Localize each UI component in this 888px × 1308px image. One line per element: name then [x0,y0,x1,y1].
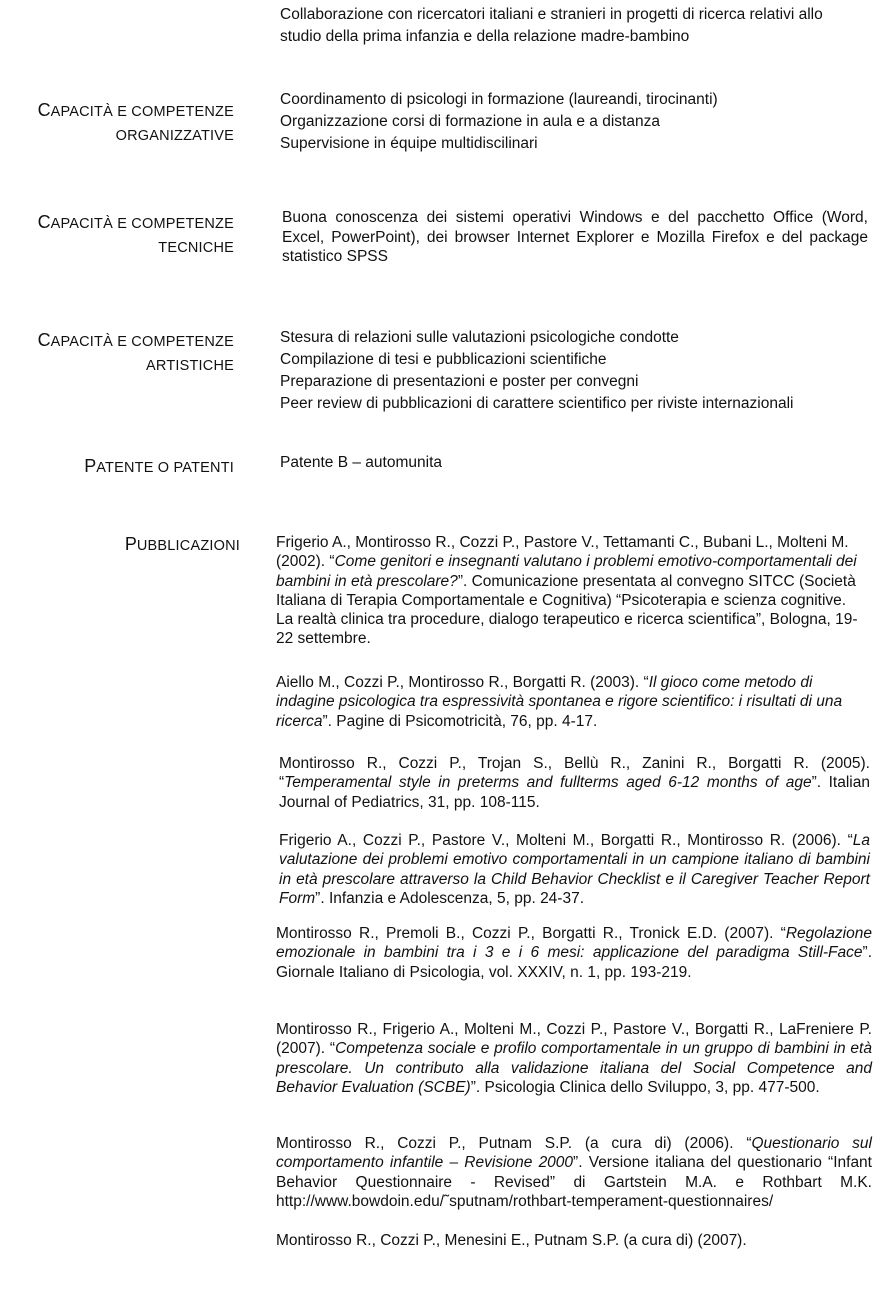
section-label-tecniche: CAPACITÀ E COMPETENZE TECNICHE [37,212,234,256]
list-item: Peer review di pubblicazioni di carattere scientifico per riviste internazionali [280,395,794,412]
publication-entry: Montirosso R., Cozzi P., Trojan S., Bellù R., Zanini R., Borgatti R. (2005). “Temperamental style in preterms and fullterms aged 6-12 months of age”. Italian Journal of Pediatrics, 31, pp. 108-115. [279,755,870,811]
section-label-pubblicazioni: PUBBLICAZIONI [124,534,240,554]
section-label-patente: PATENTE O PATENTI [84,456,234,476]
artistiche-list [280,327,870,415]
list-item: Compilazione di tesi e pubblicazioni scientifiche [280,351,607,368]
publication-entry: Aiello M., Cozzi P., Montirosso R., Borgatti R. (2003). “Il gioco come metodo di indagine psicologica tra espressività spontanea e rigore scientifico: i risultati di una ricerca”. Pagine di Psicomotricità, 76, pp. 4-17. [276,674,843,730]
patente-value: Patente B – automunita [280,454,443,471]
list-item: Preparazione di presentazioni e poster per convegni [280,373,639,390]
publication-entry: Montirosso R., Cozzi P., Putnam S.P. (a cura di) (2006). “Questionario sul comportamento infantile – Revisione 2000”. Versione italiana del questionario “Infant Behavior Questionnaire - Revised” di Gartstein M.A. e Rothbart M.K. http://www.bowdoin.edu/˜sputnam/rothbart-temperament-questionnaires/ [276,1135,872,1210]
section-label-organizzative: CAPACITÀ E COMPETENZE ORGANIZZATIVE [37,100,234,144]
publication-entry: Frigerio A., Cozzi P., Pastore V., Molteni M., Borgatti R., Montirosso R. (2006). “La valutazione dei problemi emotivo comportamentali in un campione italiano di bambini in età prescolare attraverso la Child Behavior Checklist e il Caregiver Teacher Report Form”. Infanzia e Adolescenza, 5, pp. 24-37. [279,832,870,907]
text-line: studio della prima infanzia e della relazione madre-bambino [280,28,690,45]
organizzative-list [280,89,870,155]
text-line: Collaborazione con ricercatori italiani e stranieri in progetti di ricerca relativi allo [280,6,823,23]
list-item: Stesura di relazioni sulle valutazioni psicologiche condotte [280,329,679,346]
list-item: Coordinamento di psicologi in formazione (laureandi, tirocinanti) [280,91,718,108]
publication-entry: Frigerio A., Montirosso R., Cozzi P., Pastore V., Tettamanti C., Bubani L., Molteni M. (2002). “Come genitori e insegnanti valutano i problemi emotivo-comportamentali dei bambini in età prescolare?”. Comunicazione presentata al convegno SITCC (Società Italiana di Terapia Comportamentale e Cognitiva) “Psicoterapia e scienza cognitive. La realtà clinica tra procedure, dialogo terapeutico e ricerca scientifica”, Bologna, 19-22 settembre. [276,534,858,648]
publication-entry: Montirosso R., Premoli B., Cozzi P., Borgatti R., Tronick E.D. (2007). “Regolazione emozionale in bambini tra i 3 e i 6 mesi: applicazione del paradigma Still-Face”. Giornale Italiano di Psicologia, vol. XXXIV, n. 1, pp. 193-219. [276,925,872,981]
collaboration-text [280,4,870,48]
publication-entry: Montirosso R., Cozzi P., Menesini E., Putnam S.P. (a cura di) (2007). [276,1232,747,1249]
list-item: Organizzazione corsi di formazione in aula e a distanza [280,113,660,130]
publication-entry: Montirosso R., Frigerio A., Molteni M., Cozzi P., Pastore V., Borgatti R., LaFreniere P. (2007). “Competenza sociale e profilo comportamentale in un gruppo di bambini in età prescolare. Un contributo alla validazione italiana del Social Competence and Behavior Evaluation (SCBE)”. Psicologia Clinica dello Sviluppo, 3, pp. 477-500. [276,1021,872,1096]
tecniche-text: Buona conoscenza dei sistemi operativi Windows e del pacchetto Office (Word, Excel, PowerPoint), dei browser Internet Explorer e Mozilla Firefox e del package statistico SPSS [282,209,868,265]
patente-text [280,452,870,474]
list-item: Supervisione in équipe multidiscilinari [280,135,538,152]
section-label-artistiche: CAPACITÀ E COMPETENZE ARTISTICHE [37,330,234,374]
